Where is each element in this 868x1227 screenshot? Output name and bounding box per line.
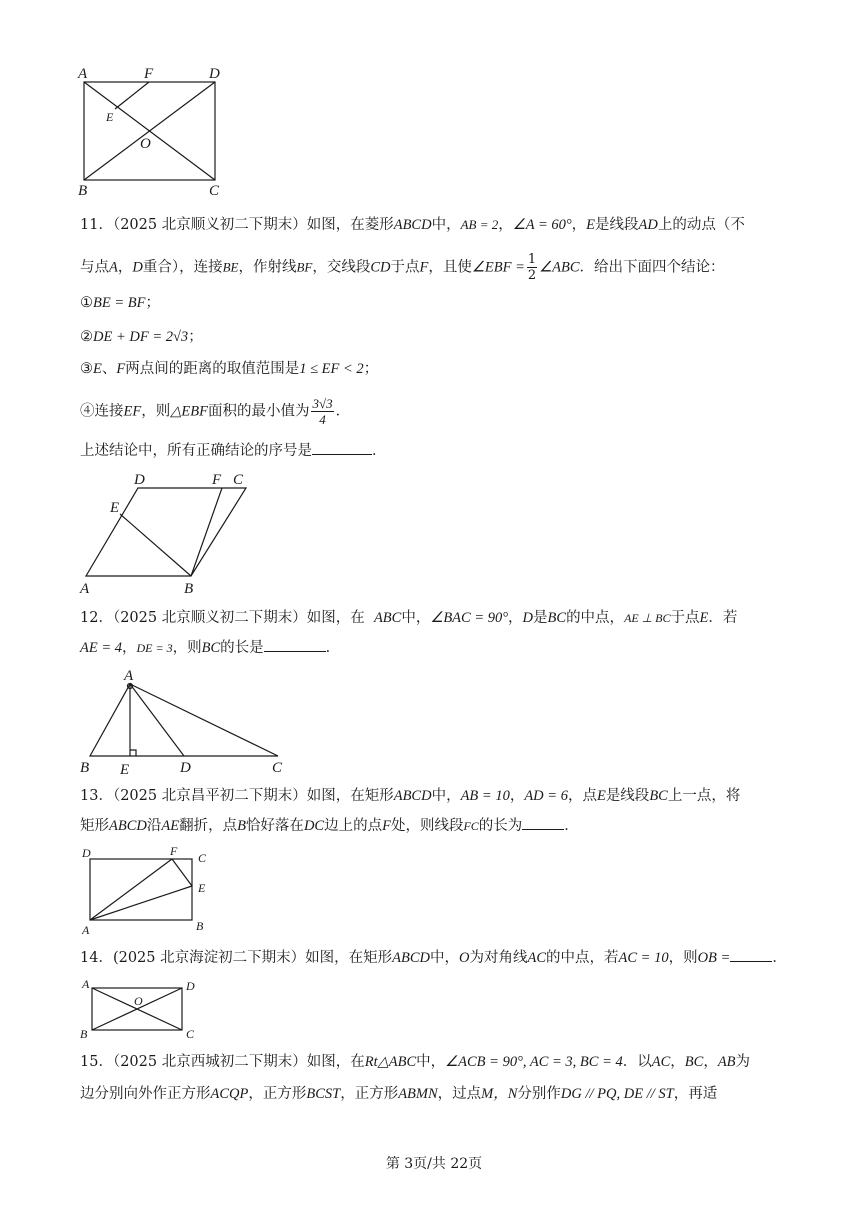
segment-fe (172, 859, 192, 886)
figure-q11 (76, 468, 266, 598)
label-e: E (110, 500, 120, 516)
label-c: C (233, 472, 244, 488)
answer-blank-q12[interactable] (264, 637, 326, 652)
q14-line1: 14．(2025 北京海淀初二下期末）如图，在矩形ABCD中，O为对角线AC的中点，若AC = 10，则OB = ． (80, 947, 787, 969)
figure-q10 (70, 64, 230, 204)
label-b: B (80, 760, 90, 776)
label-f: F (170, 844, 178, 858)
label-d: D (186, 979, 195, 993)
label-d: D (209, 66, 220, 82)
q11-final: 上述结论中，所有正确结论的序号是 ． (80, 440, 387, 462)
q15-line2: 边分别向外作正方形ACQP，正方形BCST，正方形ABMN，过点M，N分别作DG // PQ, DE // ST，再适 (80, 1086, 718, 1102)
label-a: A (82, 977, 90, 991)
median-ad (130, 684, 184, 756)
label-b: B (196, 919, 204, 933)
q13-line1: 13．（2025 北京昌平初二下期末）如图，在矩形ABCD中，AB = 10，AD = 6，点E是线段BC上一点，将 (80, 788, 741, 804)
label-a: A (80, 581, 90, 597)
label-d: D (134, 472, 145, 488)
page-footer: 第 3页/共 22页 (385, 1156, 483, 1172)
label-b: B (80, 1027, 88, 1041)
segment-fe (115, 82, 149, 109)
label-d: D (180, 760, 191, 776)
q13-line2: 矩形ABCD沿AE翻折，点B恰好落在DC边上的点F处，则线段FC的长为 ． (80, 815, 579, 837)
rect-abcd (90, 859, 192, 920)
segment-be (120, 514, 191, 576)
q11-conclusion-4: ④连接EF，则△EBF面积的最小值为 $\frac{3√3}{4}$ ． (80, 396, 351, 427)
answer-blank-q13[interactable] (522, 815, 564, 830)
label-b: B (184, 581, 194, 597)
label-a: A (82, 923, 90, 937)
label-c: C (272, 760, 283, 776)
q12-line1: 12．（2025 北京顺义初二下期末）如图，在 ABC中，∠BAC = 90°，D是BC的中点，AE ⊥ BC于点E．若 (80, 610, 738, 626)
figure-q12 (76, 664, 301, 780)
right-angle-mark (130, 750, 136, 756)
q15-line1: 15．（2025 北京西城初二下期末）如图，在Rt△ABC中，∠ACB = 90°, AC = 3, BC = 4．以AC，BC，AB为 (80, 1054, 751, 1070)
label-a: A (124, 668, 134, 684)
q11-conclusion-3: ③E、F两点间的距离的取值范围是1 ≤ EF < 2； (80, 361, 379, 377)
fraction-half: $\frac{1}{2}$ (527, 252, 537, 283)
label-c: C (198, 851, 207, 865)
label-o: O (140, 136, 151, 152)
segment-ae (90, 886, 192, 920)
label-o: O (134, 994, 143, 1008)
q11-conclusion-2: ②DE + DF = 2√3； (80, 329, 203, 345)
label-c: C (209, 183, 220, 199)
label-b: B (78, 183, 88, 199)
q11-line1: 11．（2025 北京顺义初二下期末）如图，在菱形ABCD中，AB = 2，∠A = 60°，E是线段AD上的动点（不 (80, 217, 745, 233)
label-f: F (144, 66, 154, 82)
label-c: C (186, 1027, 195, 1041)
label-a: A (78, 66, 88, 82)
label-e: E (198, 881, 206, 895)
label-d: D (82, 846, 91, 860)
q11-line2: 与点A，D重合），连接BE，作射线BF，交线段CD于点F，且使∠EBF = $\frac{1}{2}$ ∠ABC．给出下面四个结论： (80, 252, 725, 283)
answer-blank-q11[interactable] (312, 440, 372, 455)
fraction-3root3-over-4: $\frac{3√3}{4}$ (312, 396, 333, 427)
q11-conclusion-1: ①BE = BF； (80, 295, 160, 311)
figure-q13 (76, 842, 226, 937)
label-e: E (106, 110, 114, 124)
label-e: E (120, 762, 130, 778)
segment-bf (191, 488, 222, 576)
triangle-abc (90, 684, 278, 756)
answer-blank-q14[interactable] (730, 947, 772, 962)
figure-q14 (76, 976, 206, 1041)
q12-line2: AE = 4，DE = 3，则BC的长是 ． (80, 637, 340, 659)
segment-af (90, 859, 172, 920)
label-f: F (212, 472, 222, 488)
